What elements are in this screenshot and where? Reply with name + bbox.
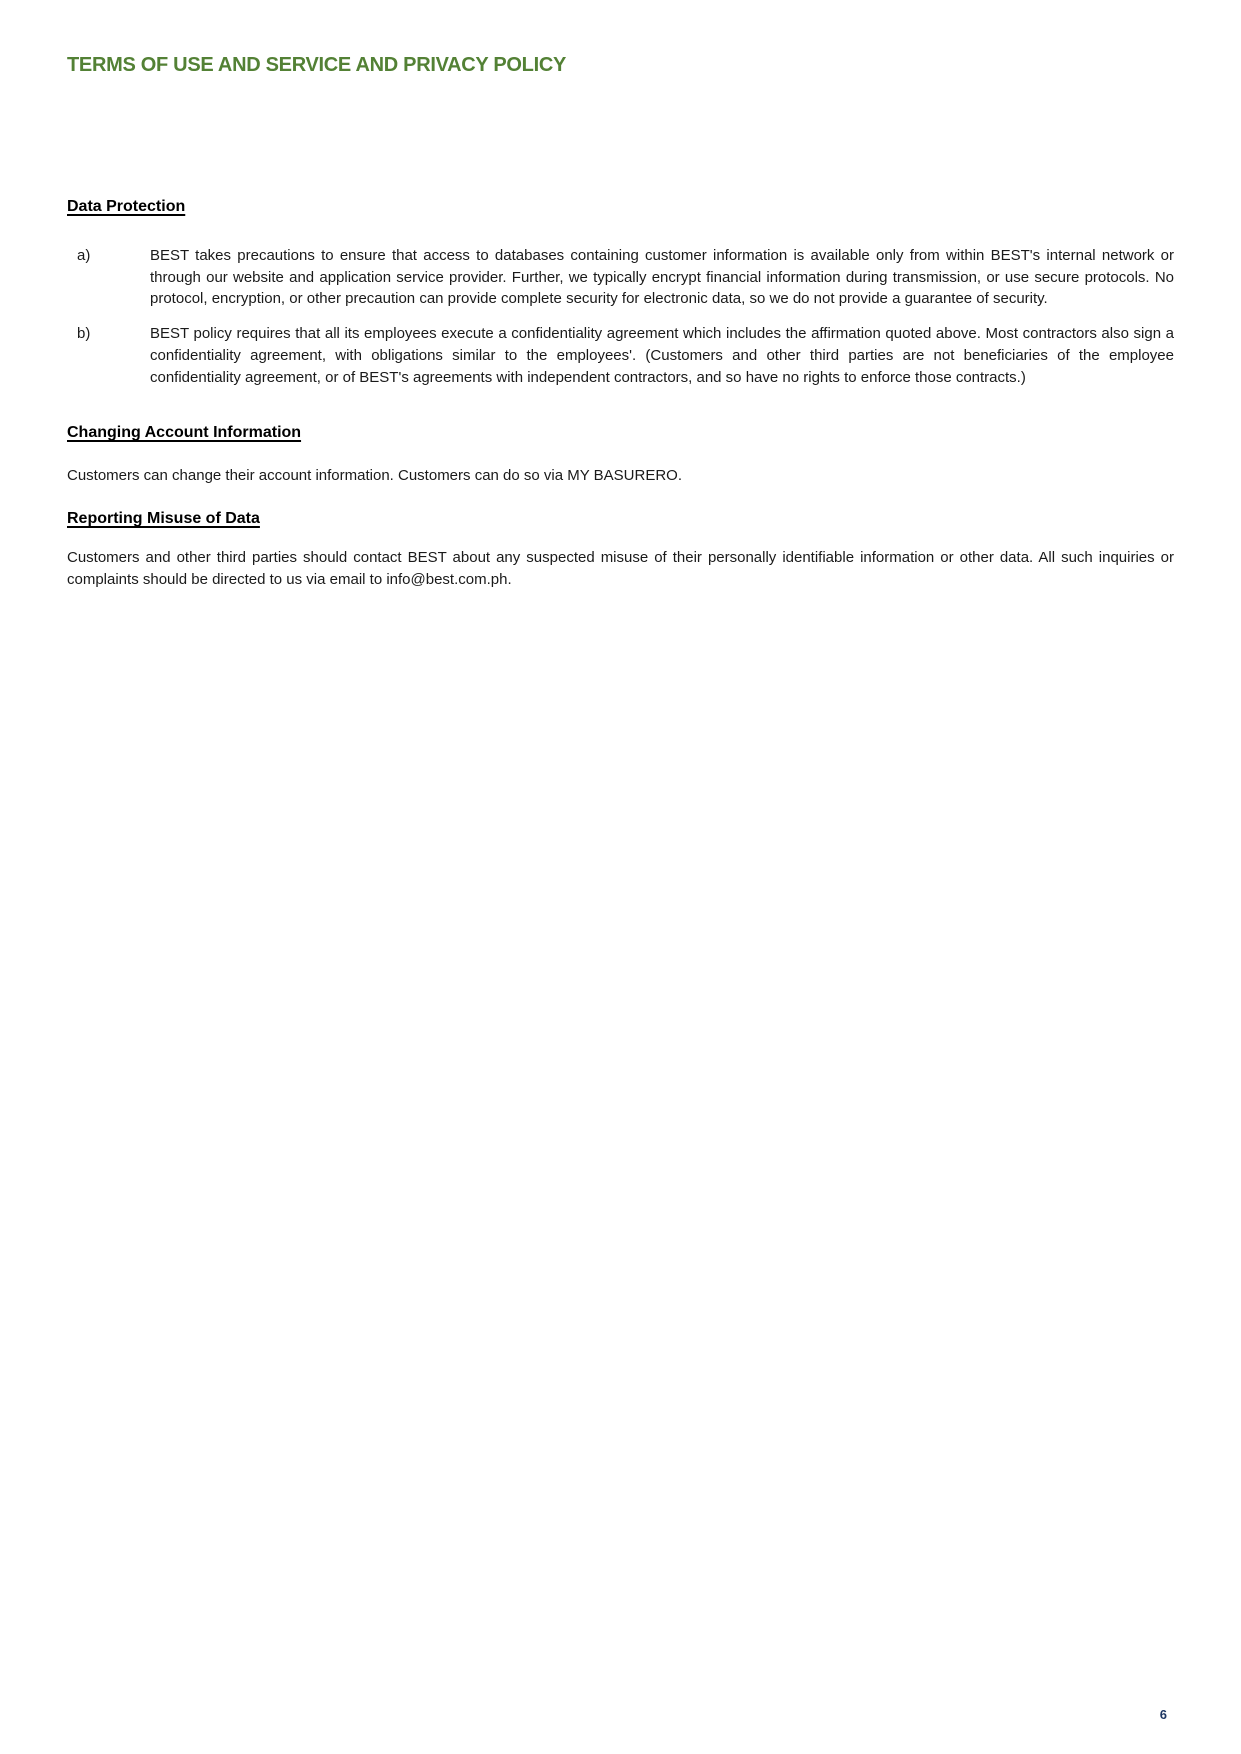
document-title: TERMS OF USE AND SERVICE AND PRIVACY POLICY [67,54,567,76]
list-item-marker: a) [77,247,91,264]
list-item-text: BEST policy requires that all its employees execute a confidentiality agreement which includes the affirmation quoted above. Most contractors also sign a confidentiality agreement, with obligations similar to the employees'. (Customers and other third parties are not beneficiaries of the employee confidentiality agreement, or of BEST's agreements with independent contractors, and so have no rights to enforce those contracts.) [150,325,1174,386]
data-protection-list [67,245,1174,388]
section-heading-data-protection: Data Protection [67,198,186,215]
section-heading-changing-account-information: Changing Account Information [67,424,302,442]
page-number: 6 [1159,1707,1167,1722]
list-item [67,323,1174,388]
list-item [67,245,1174,310]
list-item-marker: b) [77,325,91,343]
section-heading-reporting-misuse-of-data: Reporting Misuse of Data [67,509,260,527]
reporting-misuse-paragraph: Customers and other third parties should contact BEST about any suspected misuse of their personally identifiable information or other data. All such inquiries or complaints should be directed to us via email to info@best.com.ph. [67,548,1174,588]
list-item-text: BEST takes precautions to ensure that access to databases containing customer information is available only from within BEST's internal network or through our website and application service provider. Further, we typically encrypt financial information during transmission, or use secure protocols. No protocol, encryption, or other precaution can provide complete security for electronic data, so we do not provide a guarantee of security. [150,247,1174,308]
changing-account-information-paragraph: Customers can change their account information. Customers can do so via MY BASURERO. [67,467,682,485]
